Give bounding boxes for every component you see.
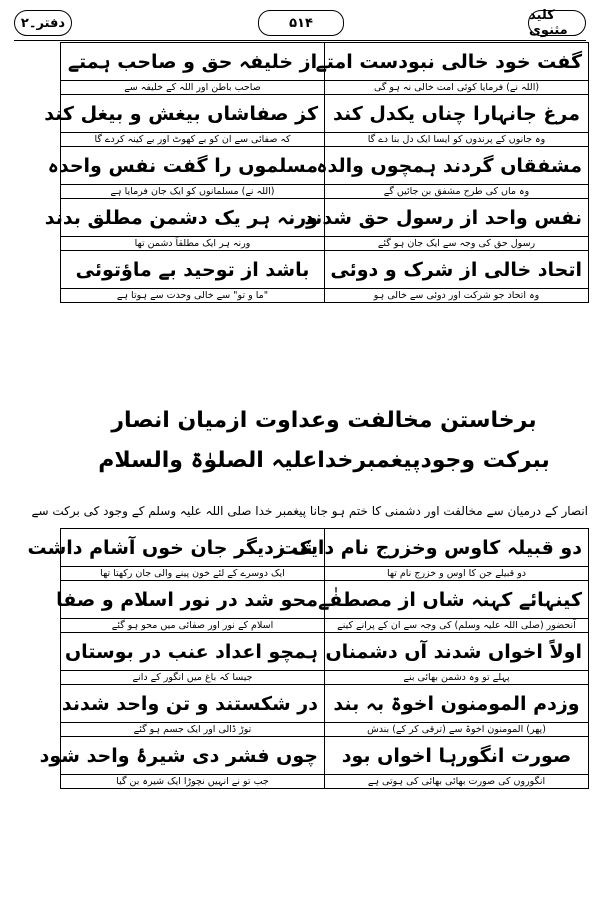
couplet-right-translation: وہ اتحاد جو شرکت اور دوئی سے خالی ہو xyxy=(325,289,589,303)
couplet-left-translation: (اللہ نے) مسلمانوں کو ایک جان فرمایا ہے xyxy=(61,185,325,199)
volume-label: دفتر۔۲ xyxy=(14,10,72,36)
couplet-verse-row xyxy=(61,251,589,289)
couplet-verse-row xyxy=(61,199,589,237)
couplet-verse-row xyxy=(61,685,589,723)
couplet-left-translation: جیسا کہ باغ میں انگور کے دانے xyxy=(61,671,325,685)
couplet-right-verse: کینہائے کہنہ شاں از مصطفٰے xyxy=(325,581,589,619)
couplet-right-verse: وزدم المومنون اخوۃ بہ بند xyxy=(325,685,589,723)
couplet-right-verse: گفت خود خالی نبودست امتے xyxy=(325,43,589,81)
couplet-table-1-body xyxy=(44,43,589,303)
couplet-right-translation: (پھر) المومنون اخوۃ سے (ترقی کر کے) بندش xyxy=(325,723,589,737)
couplet-left-translation: "ما و تو" سے خالی وحدت سے ہوتا ہے xyxy=(61,289,325,303)
couplet-right-verse: اولاً اخواں شدند آں دشمناں xyxy=(325,633,589,671)
couplet-left-translation: اسلام کے نور اور صفائی میں محو ہو گئے xyxy=(61,619,325,633)
couplet-left-verse: در شکستند و تن واحد شدند xyxy=(61,685,325,723)
couplet-left-verse: کز صفاشاں بیغش و بیغل کند xyxy=(61,95,325,133)
couplet-left-verse: از خلیفہ حق و صاحب ہمتے xyxy=(61,43,325,81)
couplet-verse-row xyxy=(61,43,589,81)
couplet-translation-row xyxy=(61,671,589,685)
couplet-right-verse: مشفقاں گردند ہمچوں والدہ xyxy=(325,147,589,185)
couplet-verse-row xyxy=(61,529,589,567)
section-heading-line2: ببرکت وجودپیغمبرخداعلیہ الصلوٰۃ والسلام xyxy=(98,448,550,473)
couplet-translation-row xyxy=(61,619,589,633)
couplet-right-translation: وہ ماں کی طرح مشفق بن جائیں گے xyxy=(325,185,589,199)
couplet-translation-row xyxy=(61,567,589,581)
section-heading-line1: برخاستن مخالفت وعداوت ازمیان انصار xyxy=(111,408,537,433)
couplet-right-translation: وہ جانوں کے پرندوں کو ایسا ایک دل بنا دے گا xyxy=(325,133,589,147)
couplet-right-translation: انگوروں کی صورت بھائی بھائی کی ہوتی ہے xyxy=(325,775,589,789)
couplet-left-verse: ورنہ ہر یک دشمن مطلق بدند xyxy=(61,199,325,237)
couplet-verse-row xyxy=(61,737,589,775)
couplet-table-1 xyxy=(44,42,589,303)
couplet-translation-row xyxy=(61,237,589,251)
couplet-right-translation: پہلے تو وہ دشمن بھائی بنے xyxy=(325,671,589,685)
couplet-right-translation: دو قبیلے جن کا اوس و خزرج نام تھا xyxy=(325,567,589,581)
couplet-left-verse: چوں فشر دی شیرۂ واحد شود xyxy=(61,737,325,775)
couplet-left-translation: ورنہ ہر ایک مطلقاً دشمن تھا xyxy=(61,237,325,251)
couplet-verse-row xyxy=(61,95,589,133)
couplet-right-translation: آنحضور (صلی اللہ علیہ وسلم) کی وجہ سے ان کے پرانے کینے xyxy=(325,619,589,633)
couplet-left-verse: محو شد در نور اسلام و صفا xyxy=(61,581,325,619)
couplet-translation-row xyxy=(61,289,589,303)
couplet-translation-row xyxy=(61,81,589,95)
couplet-right-verse: اتحاد خالی از شرک و دوئی xyxy=(325,251,589,289)
couplet-left-translation: صاحب باطن اور اللہ کے خلیفہ سے xyxy=(61,81,325,95)
couplet-translation-row xyxy=(61,775,589,789)
couplet-left-verse: یک زدیگر جان خوں آشام داشت xyxy=(61,529,325,567)
couplet-translation-row xyxy=(61,185,589,199)
couplet-right-translation: (اللہ نے) فرمایا کوئی امت خالی نہ ہو گی xyxy=(325,81,589,95)
couplet-left-verse: مسلموں را گفت نفس واحدہ xyxy=(61,147,325,185)
book-title: کلید مثنوی xyxy=(528,10,586,36)
couplet-right-verse: مرغ جانہارا چناں یکدل کند xyxy=(325,95,589,133)
couplet-left-translation: جب تو نے انہیں نچوڑا ایک شیرہ بن گیا xyxy=(61,775,325,789)
couplet-right-translation: رسول حق کی وجہ سے ایک جان ہو گئے xyxy=(325,237,589,251)
couplet-verse-row xyxy=(61,581,589,619)
couplet-right-verse: نفس واحد از رسول حق شدند xyxy=(325,199,589,237)
couplet-translation-row xyxy=(61,723,589,737)
couplet-right-verse: دو قبیلہ کاوس وخزرج نام داشت xyxy=(325,529,589,567)
couplet-left-translation: کہ صفائی سے ان کو بے کھوٹ اور بے کینہ کردے گا xyxy=(61,133,325,147)
couplet-left-verse: ہمچو اعداد عنب در بوستاں xyxy=(61,633,325,671)
page-number: ۵۱۴ xyxy=(258,10,344,36)
couplet-left-translation: ایک دوسرے کے لئے خون پینے والی جان رکھتا تھا xyxy=(61,567,325,581)
section-subtitle: انصار کے درمیان سے مخالفت اور دشمنی کا ختم ہو جانا پیغمبر خدا صلی اللہ علیہ وسلم کے وجود کی برکت سے xyxy=(31,504,588,518)
couplet-left-verse: باشد از توحید بے ماؤتوئی xyxy=(61,251,325,289)
couplet-translation-row xyxy=(61,133,589,147)
couplet-table-2-body xyxy=(27,529,589,789)
couplet-verse-row xyxy=(61,147,589,185)
couplet-verse-row xyxy=(61,633,589,671)
header-rule xyxy=(14,40,586,41)
couplet-table-2 xyxy=(27,528,589,789)
couplet-left-translation: توڑ ڈالی اور ایک جسم ہو گئے xyxy=(61,723,325,737)
couplet-right-verse: صورت انگورہا اخواں بود xyxy=(325,737,589,775)
